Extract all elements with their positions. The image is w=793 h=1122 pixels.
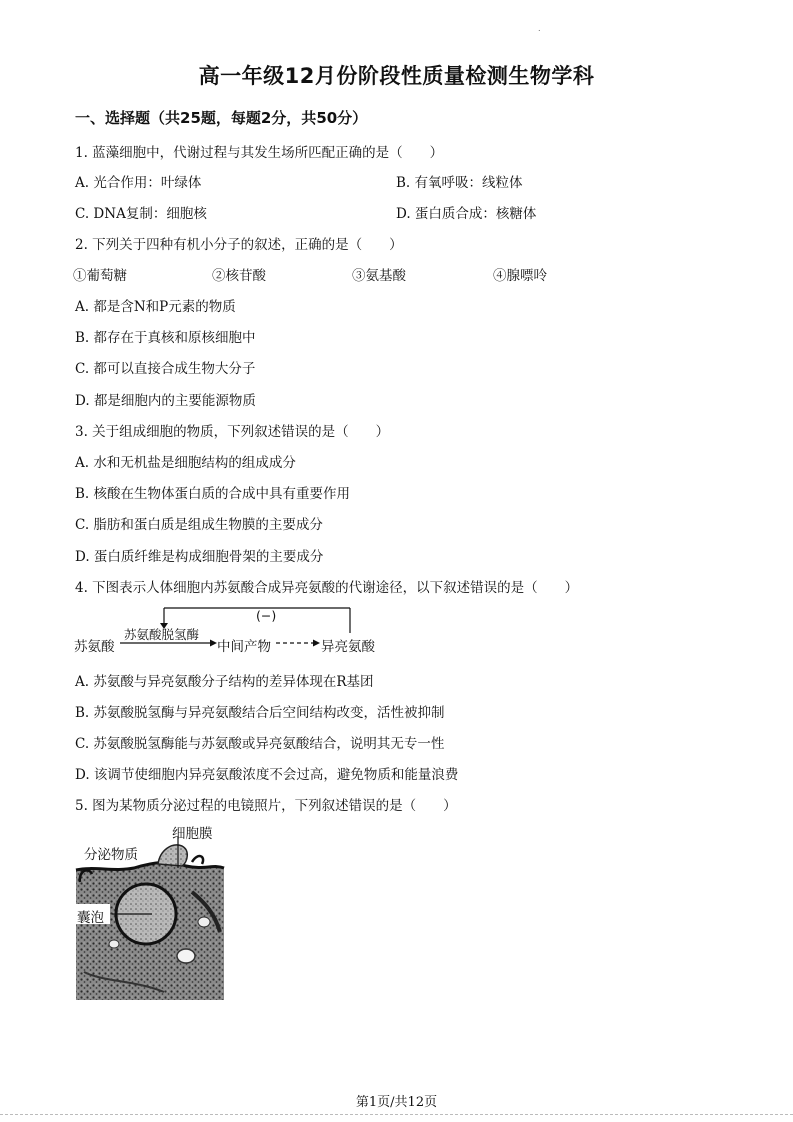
q2-item-2: ②核苷酸 bbox=[212, 268, 266, 284]
q2-item-1: ①葡萄糖 bbox=[73, 268, 127, 284]
page-footer: 第1页/共12页 bbox=[355, 1095, 438, 1110]
q1-option-d: D. 蛋白质合成：核糖体 bbox=[396, 206, 537, 222]
q1-option-c: C. DNA复制：细胞核 bbox=[75, 206, 207, 222]
cell-membrane-label: 细胞膜 bbox=[172, 826, 213, 842]
q3-option-b: B. 核酸在生物体蛋白质的合成中具有重要作用 bbox=[75, 486, 351, 502]
dashed-arrowhead bbox=[313, 640, 320, 647]
corner-dot: . bbox=[538, 24, 541, 33]
substrate-label: 苏氨酸 bbox=[74, 639, 115, 655]
secretion-label: 分泌物质 bbox=[84, 847, 138, 863]
q4-option-c: C. 苏氨酸脱氢酶能与苏氨酸或异亮氨酸结合，说明其无专一性 bbox=[75, 736, 445, 752]
metabolic-pathway-diagram bbox=[74, 606, 394, 654]
q3-option-d: D. 蛋白质纤维是构成细胞骨架的主要成分 bbox=[75, 549, 324, 565]
q2-item-3: ③氨基酸 bbox=[352, 268, 406, 284]
q4-option-b: B. 苏氨酸脱氢酶与异亮氨酸结合后空间结构改变，活性被抑制 bbox=[75, 705, 445, 721]
q5-stem: 5. 图为某物质分泌过程的电镜照片，下列叙述错误的是（ ） bbox=[75, 798, 457, 814]
product-label: 异亮氨酸 bbox=[321, 639, 375, 655]
q2-option-d: D. 都是细胞内的主要能源物质 bbox=[75, 393, 256, 409]
q3-option-c: C. 脂肪和蛋白质是组成生物膜的主要成分 bbox=[75, 517, 323, 533]
q2-option-b: B. 都存在于真核和原核细胞中 bbox=[75, 330, 256, 346]
vesicle-label: 囊泡 bbox=[77, 910, 104, 926]
electron-micrograph bbox=[74, 822, 226, 1002]
q2-option-a: A. 都是含N和P元素的物质 bbox=[75, 299, 236, 315]
q4-stem: 4. 下图表示人体细胞内苏氨酸合成异亮氨酸的代谢途径，以下叙述错误的是（ ） bbox=[75, 580, 579, 596]
feedback-inhibition-label: (−) bbox=[256, 608, 277, 623]
q2-stem: 2. 下列关于四种有机小分子的叙述，正确的是（ ） bbox=[75, 237, 403, 253]
reaction-arrowhead bbox=[210, 640, 217, 647]
bottom-divider bbox=[0, 1114, 793, 1117]
q2-option-c: C. 都可以直接合成生物大分子 bbox=[75, 361, 256, 377]
section-heading: 一、选择题（共25题，每题2分，共50分） bbox=[75, 109, 368, 127]
q4-option-a: A. 苏氨酸与异亮氨酸分子结构的差异体现在R基团 bbox=[75, 674, 374, 690]
page-title: 高一年级12月份阶段性质量检测生物学科 bbox=[198, 64, 595, 88]
q1-option-b: B. 有氧呼吸：线粒体 bbox=[396, 175, 523, 191]
intermediate-label: 中间产物 bbox=[217, 639, 271, 655]
q4-option-d: D. 该调节使细胞内异亮氨酸浓度不会过高，避免物质和能量浪费 bbox=[75, 767, 459, 783]
q3-stem: 3. 关于组成细胞的物质，下列叙述错误的是（ ） bbox=[75, 424, 390, 440]
q1-stem: 1. 蓝藻细胞中，代谢过程与其发生场所匹配正确的是（ ） bbox=[75, 145, 444, 161]
enzyme-label: 苏氨酸脱氢酶 bbox=[124, 627, 200, 642]
q3-option-a: A. 水和无机盐是细胞结构的组成成分 bbox=[75, 455, 296, 471]
q1-option-a: A. 光合作用：叶绿体 bbox=[75, 175, 202, 191]
q2-item-4: ④腺嘌呤 bbox=[493, 268, 547, 284]
